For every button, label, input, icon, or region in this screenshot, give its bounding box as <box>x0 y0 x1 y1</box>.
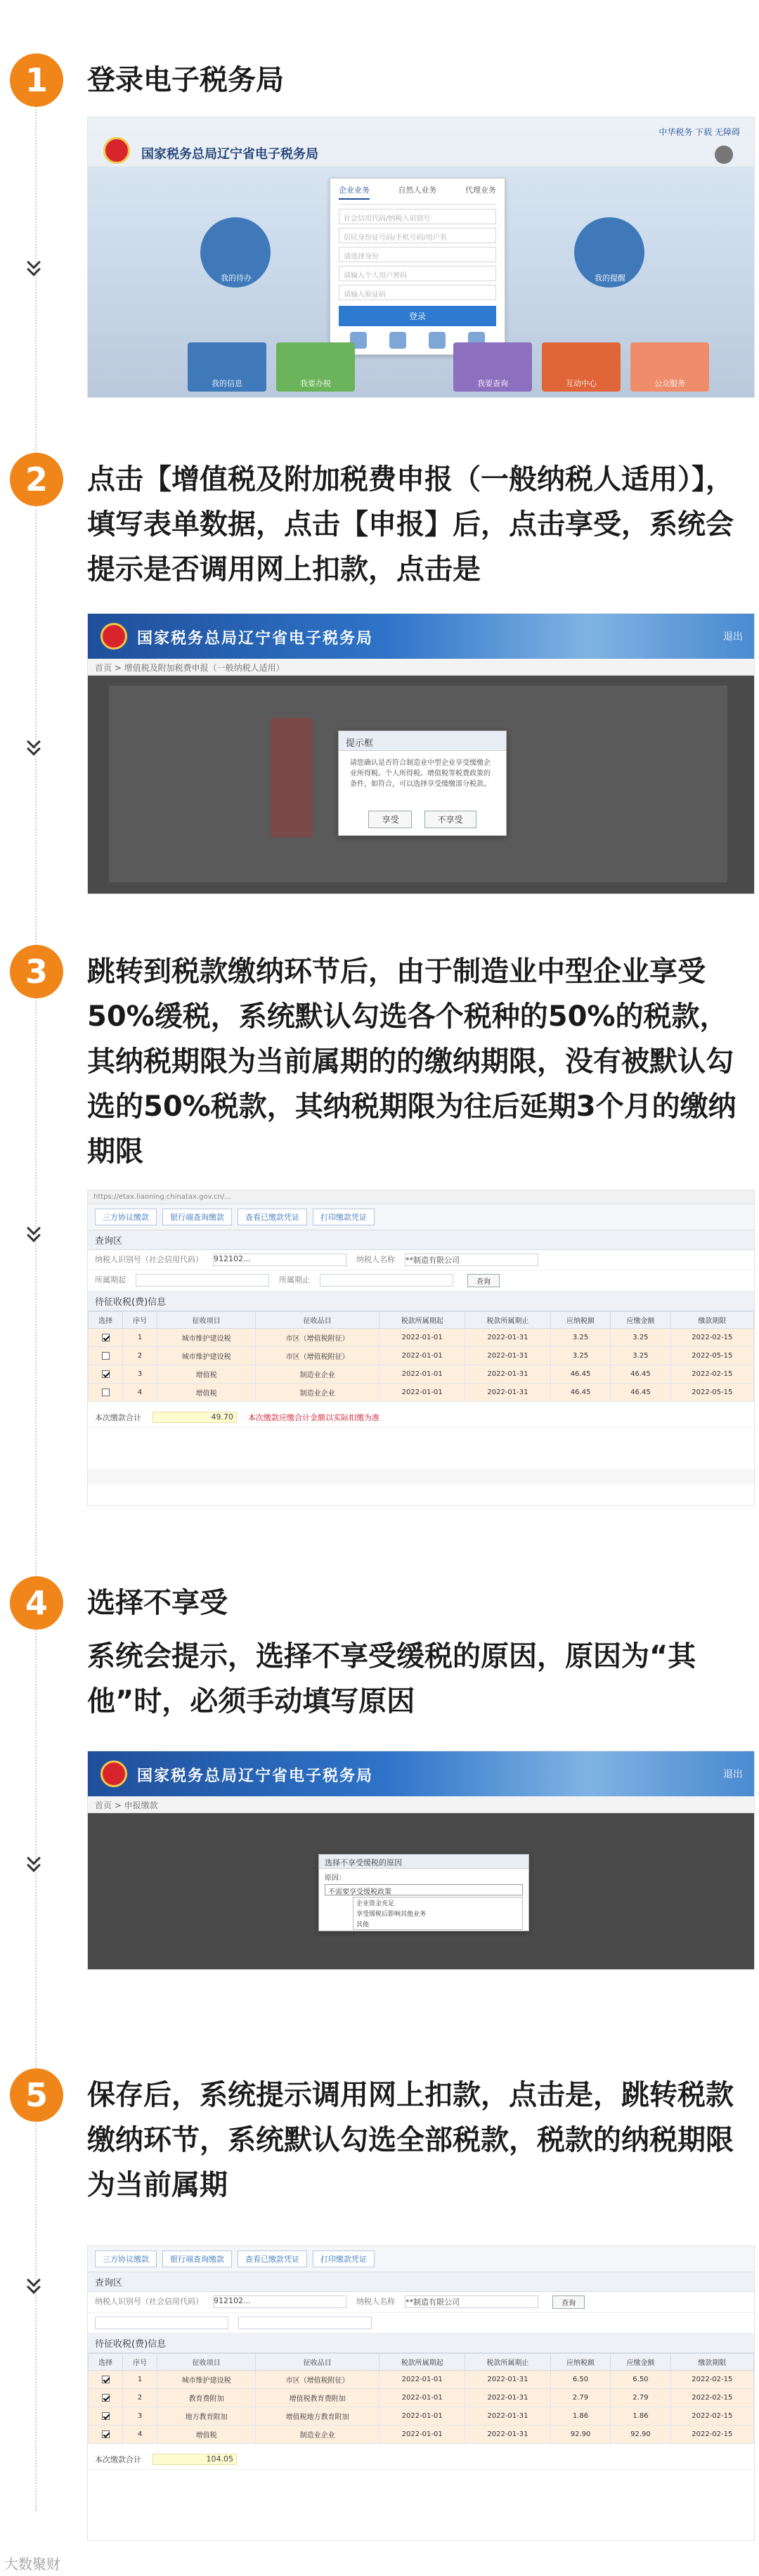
table-row[interactable] <box>89 2389 754 2407</box>
col-header: 征收品目 <box>256 1312 379 1329</box>
cell: 制造业企业 <box>256 1384 379 1402</box>
step-1-badge: 1 <box>10 53 63 107</box>
site-title: 国家税务总局辽宁省电子税务局 <box>141 147 318 162</box>
cell: 2022-01-31 <box>465 1384 551 1402</box>
cell: 城市维护建设税 <box>157 1347 256 1365</box>
cell: 2 <box>123 1347 157 1365</box>
circle-left-label: 我的待办 <box>221 273 252 283</box>
tax-emblem-icon <box>103 137 130 164</box>
form-label: 纳税人名称 <box>356 2297 395 2306</box>
dialog-title: 选择不享受缓税的原因 <box>319 1855 528 1869</box>
step-4-text: 系统会提示，选择不享受缓税的原因，原因为“其他”时，必须手动填写原因 <box>87 1640 696 1718</box>
tile-my-info[interactable] <box>188 342 266 392</box>
cell: 1.86 <box>611 2407 670 2426</box>
reason-option-other[interactable]: 其他 <box>356 1921 370 1928</box>
captcha-field[interactable]: 请输入验证码 <box>339 285 496 300</box>
col-header: 征收项目 <box>157 2354 256 2371</box>
cell: 教育费附加 <box>157 2389 256 2407</box>
row-checkbox[interactable] <box>102 2412 110 2420</box>
total-label: 本次缴款合计 <box>95 1413 141 1422</box>
bank-pay-button[interactable]: 银行端查询缴款 <box>162 2250 232 2267</box>
chevron-down-icon <box>24 1223 45 1242</box>
cell: 3.25 <box>611 1329 670 1347</box>
table-row[interactable] <box>89 1384 754 1402</box>
print-receipt-button[interactable]: 打印缴款凭证 <box>313 1209 375 1225</box>
screenshot-1 <box>87 117 755 398</box>
phone-login-icon[interactable] <box>429 332 446 349</box>
form-label: 纳税人识别号（社会信用代码） <box>95 2297 203 2306</box>
tile-label: 我的信息 <box>212 379 242 388</box>
cell: 2.79 <box>611 2389 670 2407</box>
cell: 3 <box>123 1365 157 1384</box>
col-header: 序号 <box>123 2354 157 2371</box>
row-checkbox[interactable] <box>102 1370 110 1378</box>
cell: 2022-01-31 <box>465 2389 551 2407</box>
tax-emblem-icon <box>100 1760 127 1787</box>
tile-label: 互动中心 <box>566 379 597 388</box>
breadcrumb: 首页 > 申报缴款 <box>88 1796 754 1813</box>
cell: 2022-01-01 <box>379 1347 465 1365</box>
cell: 2022-01-31 <box>465 1365 551 1384</box>
username-field[interactable]: 居民身份证号码/手机号码/用户名 <box>339 228 496 243</box>
cell: 2022-02-15 <box>670 2407 753 2426</box>
cell: 2022-01-01 <box>379 2426 465 2444</box>
pay-three-party-button[interactable]: 三方协议缴款 <box>95 1209 157 1225</box>
cell: 增值税教育费附加 <box>256 2389 379 2407</box>
table-row[interactable] <box>89 2426 754 2444</box>
cell: 2022-01-31 <box>465 2426 551 2444</box>
cell: 增值税地方教育附加 <box>256 2407 379 2426</box>
tile-public[interactable] <box>630 342 709 392</box>
table-row[interactable] <box>89 2407 754 2426</box>
modal-overlay <box>88 676 754 894</box>
logout-link[interactable]: 退出 <box>723 1769 743 1780</box>
total-label: 本次缴款合计 <box>95 2455 141 2464</box>
period-end-field[interactable] <box>238 2317 372 2329</box>
col-header: 应缴金额 <box>611 2354 670 2371</box>
cell: 46.45 <box>611 1365 670 1384</box>
step-2-text: 点击【增值税及附加税费申报（一般纳税人适用）】，填写表单数据，点击【申报】后，点击享受，系统会提示是否调用网上扣款，点击是 <box>87 463 734 586</box>
cell: 2022-01-01 <box>379 1329 465 1347</box>
col-header: 税款所属期止 <box>465 2354 551 2371</box>
site-title: 国家税务总局辽宁省电子税务局 <box>137 630 374 648</box>
cell: 2022-01-01 <box>379 1384 465 1402</box>
screenshot-3 <box>87 1190 755 1506</box>
step-3-text: 跳转到税款缴纳环节后，由于制造业中型企业享受50%缓税，系统默认勾选各个税种的50%的税款，其纳税期限为当前属期的的缴纳期限，没有被默认勾选的50%税款，其纳税期限为往后延期3个月的缴纳期限 <box>87 955 737 1168</box>
screenshot-4 <box>87 1751 755 1970</box>
cell: 城市维护建设税 <box>157 2371 256 2389</box>
chevron-down-icon <box>24 737 45 755</box>
cell: 制造业企业 <box>256 1365 379 1384</box>
logout-link[interactable]: 退出 <box>723 631 743 643</box>
tile-do-tax[interactable] <box>276 342 355 392</box>
col-header: 应缴金额 <box>611 1312 670 1329</box>
reason-select[interactable]: 不需要享受缓税政策 <box>325 1884 523 1895</box>
col-header: 选择 <box>89 1312 123 1329</box>
step-4-title: 选择不享受 <box>87 1587 228 1619</box>
form-label: 纳税人名称 <box>356 1255 395 1264</box>
tile-interact[interactable] <box>542 342 621 392</box>
pay-three-party-button[interactable]: 三方协议缴款 <box>95 2250 157 2267</box>
breadcrumb: 首页 > 增值税及附加税费申报（一般纳税人适用） <box>88 659 754 676</box>
cell: 2.79 <box>550 2389 610 2407</box>
col-header: 税款所属期起 <box>379 2354 465 2371</box>
col-header: 缴款期限 <box>670 2354 753 2371</box>
table-row[interactable] <box>89 2371 754 2389</box>
row-checkbox[interactable] <box>102 1352 110 1360</box>
col-header: 征收品目 <box>256 2354 379 2371</box>
list-title: 待征收税(费)信息 <box>88 1292 754 1311</box>
taxpayer-id-field[interactable]: 912102... <box>213 1254 346 1266</box>
tab-agent[interactable]: 代理业务 <box>465 186 496 195</box>
col-header: 选择 <box>89 2354 123 2371</box>
tab-personal[interactable]: 自然人业务 <box>398 186 437 195</box>
query-section-title: 查询区 <box>88 2272 754 2292</box>
taxpayer-name-field[interactable]: **制造有限公司 <box>405 2295 538 2308</box>
tax-table <box>88 1311 754 1402</box>
chevron-down-icon <box>24 257 45 276</box>
query-section-title: 查询区 <box>88 1230 754 1250</box>
tile-query[interactable] <box>453 342 532 392</box>
step-2-badge: 2 <box>10 453 63 506</box>
cell: 2022-01-31 <box>465 1347 551 1365</box>
password-field[interactable]: 请输入个人用户密码 <box>339 266 496 281</box>
row-checkbox[interactable] <box>102 1389 110 1396</box>
total-amount: 49.70 <box>153 1412 237 1423</box>
tax-table <box>88 2353 754 2444</box>
cell: 2022-02-15 <box>670 1365 753 1384</box>
tab-enterprise[interactable]: 企业业务 <box>339 184 370 200</box>
chevron-down-icon <box>24 2275 45 2293</box>
cell: 增值税 <box>157 1384 256 1402</box>
cell: 2022-01-01 <box>379 2371 465 2389</box>
cell: 2022-01-01 <box>379 1365 465 1384</box>
cell: 2022-02-15 <box>670 2389 753 2407</box>
cell: 增值税 <box>157 1365 256 1384</box>
cell: 2022-05-15 <box>670 1347 753 1365</box>
step-3-badge: 3 <box>10 945 63 998</box>
screenshot-2 <box>87 613 755 894</box>
identity-select[interactable]: 请选择身份 <box>339 247 496 262</box>
cell: 3 <box>123 2407 157 2426</box>
view-receipt-button[interactable]: 查看已缴款凭证 <box>238 1209 307 1225</box>
col-header: 缴款期限 <box>670 1312 753 1329</box>
enjoy-button[interactable]: 享受 <box>368 811 412 828</box>
site-title: 国家税务总局辽宁省电子税务局 <box>137 1767 374 1785</box>
dialog-title: 提示框 <box>339 731 506 751</box>
header-links[interactable]: 中华税务 下载 无障碍 <box>659 127 740 137</box>
cell: 增值税 <box>157 2426 256 2444</box>
cell: 制造业企业 <box>256 2426 379 2444</box>
cell: 4 <box>123 1384 157 1402</box>
tile-label: 我要办税 <box>300 379 331 388</box>
col-header: 应纳税额 <box>550 1312 610 1329</box>
period-start-field[interactable] <box>95 2317 228 2329</box>
reason-option[interactable]: 享受缓税后影响其他业务 <box>356 1911 427 1918</box>
table-row[interactable] <box>89 1347 754 1365</box>
cell: 2022-01-31 <box>465 1329 551 1347</box>
col-header: 征收项目 <box>157 1312 256 1329</box>
modal-overlay <box>88 1813 754 1970</box>
cell: 6.50 <box>550 2371 610 2389</box>
cell: 2022-01-31 <box>465 2371 551 2389</box>
step-5-text: 保存后，系统提示调用网上扣款，点击是，跳转税款缴纳环节，系统默认勾选全部税款，税款的纳税期限为当前属期 <box>87 2079 734 2201</box>
cell: 2022-05-15 <box>670 1384 753 1402</box>
reason-option[interactable]: 企业资金充足 <box>356 1900 395 1907</box>
confirm-dialog <box>338 730 507 836</box>
screenshot-5 <box>87 2246 755 2541</box>
table-row[interactable] <box>89 1329 754 1347</box>
cell: 46.45 <box>550 1365 610 1384</box>
taxpayer-id-field[interactable]: 912102... <box>213 2295 346 2308</box>
print-receipt-button[interactable]: 打印缴款凭证 <box>313 2250 375 2267</box>
period-end-field[interactable] <box>320 1274 453 1287</box>
reason-label: 原因： <box>325 1874 346 1882</box>
cell: 3.25 <box>550 1347 610 1365</box>
cell: 92.90 <box>550 2426 610 2444</box>
cell: 2022-02-15 <box>670 1329 753 1347</box>
url-bar[interactable]: https://etax.liaoning.chinatax.gov.cn/... <box>88 1190 754 1204</box>
reason-dialog <box>318 1854 529 1931</box>
cell: 1 <box>123 2371 157 2389</box>
dialog-message: 请您确认是否符合制造业中型企业享受缓缴企业所得税、个人所得税、增值税等税费政策的条件，如符合，可以选择享受缓缴部分税款。 <box>350 759 491 788</box>
row-checkbox[interactable] <box>102 2376 110 2383</box>
cell: 2022-01-01 <box>379 2407 465 2426</box>
circle-right-label: 我的提醒 <box>595 273 625 283</box>
period-start-field[interactable] <box>136 1274 269 1287</box>
query-button[interactable]: 查询 <box>467 1274 500 1287</box>
cell: 2 <box>123 2389 157 2407</box>
cell: 4 <box>123 2426 157 2444</box>
row-checkbox[interactable] <box>102 2394 110 2402</box>
col-header: 税款所属期止 <box>465 1312 551 1329</box>
form-label: 所属期止 <box>279 1275 310 1284</box>
login-panel <box>330 178 505 355</box>
list-title: 待征收税(费)信息 <box>88 2333 754 2353</box>
cell: 1.86 <box>550 2407 610 2426</box>
cell: 3.25 <box>611 1347 670 1365</box>
credit-code-field[interactable]: 社会信用代码/纳税人识别号 <box>339 209 496 224</box>
tile-label: 我要查询 <box>477 379 508 388</box>
row-checkbox[interactable] <box>102 1334 110 1341</box>
cell: 2022-02-15 <box>670 2371 753 2389</box>
form-label: 所属期起 <box>95 1275 126 1284</box>
cell: 1 <box>123 1329 157 1347</box>
cell: 46.45 <box>611 1384 670 1402</box>
cell: 6.50 <box>611 2371 670 2389</box>
tile-label: 公众服务 <box>654 379 685 388</box>
cell: 城市维护建设税 <box>157 1329 256 1347</box>
cell: 3.25 <box>550 1329 610 1347</box>
step-1-text: 登录电子税务局 <box>87 64 284 96</box>
ca-login-icon[interactable] <box>389 332 406 349</box>
not-enjoy-button[interactable]: 不享受 <box>424 811 476 828</box>
notice-text: 本次缴款应缴合计金额以实际扣缴为准 <box>248 1413 379 1422</box>
form-label: 纳税人识别号（社会信用代码） <box>95 1255 203 1264</box>
total-amount: 104.05 <box>153 2454 237 2465</box>
cell: 46.45 <box>550 1384 610 1402</box>
tax-emblem-icon <box>100 623 127 650</box>
cell: 2022-01-31 <box>465 2407 551 2426</box>
step-5-badge: 5 <box>10 2068 63 2122</box>
cell: 2022-01-01 <box>379 2389 465 2407</box>
cell: 2022-02-15 <box>670 2426 753 2444</box>
timeline-line <box>35 65 37 2511</box>
watermark: 大数聚财 <box>4 2556 60 2572</box>
col-header: 税款所属期起 <box>379 1312 465 1329</box>
cell: 市区（增值税附征） <box>256 1329 379 1347</box>
chevron-down-icon <box>24 1853 45 1872</box>
login-button[interactable]: 登录 <box>339 306 496 326</box>
view-receipt-button[interactable]: 查看已缴款凭证 <box>238 2250 307 2267</box>
col-header: 序号 <box>123 1312 157 1329</box>
query-button[interactable]: 查询 <box>552 2295 585 2309</box>
cell: 市区（增值税附征） <box>256 2371 379 2389</box>
step-4-badge: 4 <box>10 1576 63 1630</box>
taxpayer-name-field[interactable]: **制造有限公司 <box>405 1254 538 1266</box>
bank-pay-button[interactable]: 银行端查询缴款 <box>162 1209 232 1225</box>
cell: 地方教育附加 <box>157 2407 256 2426</box>
cell: 市区（增值税附征） <box>256 1347 379 1365</box>
table-row[interactable] <box>89 1365 754 1384</box>
user-icon[interactable] <box>715 146 733 164</box>
row-checkbox[interactable] <box>102 2430 110 2438</box>
cell: 92.90 <box>611 2426 670 2444</box>
col-header: 应纳税额 <box>550 2354 610 2371</box>
